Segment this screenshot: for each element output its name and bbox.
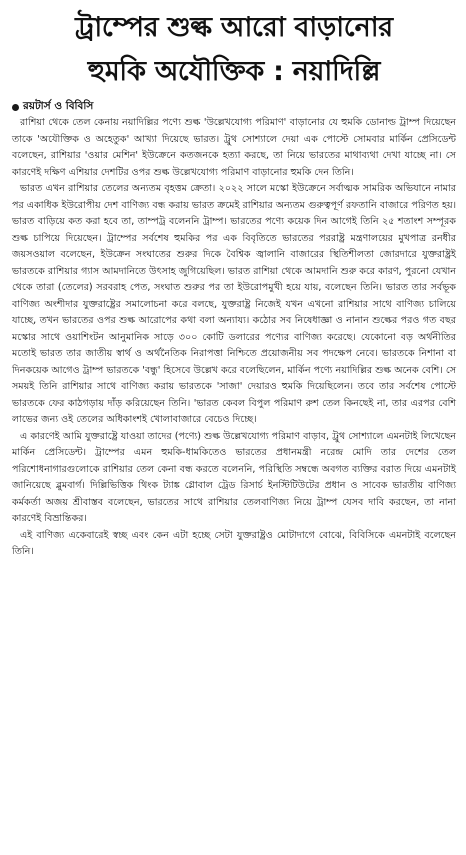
paragraph: ভারত এখন রাশিয়ার তেলের অন্যতম বৃহত্তম ক্রেতা। ২০২২ সালে মস্কো ইউক্রেনে সর্বাত্মক সামরিক অভিযানে নামার পর একাধিক ইউরোপীয় দেশ বাণিজ্য বন্ধ করায় ভারত ক্রমেই রাশিয়ার অন্যতম গুরুত্বপূর্ণ রফতানি বাজারে পরিণত হয়। ভারত বাড়িয়ে কত করা হবে তা, তাম্পট্র বলেননি ট্রাম্প। ভারতের পণ্যে কয়েক দিন আগেই তিনি ২৫ শতাংশ সম্পূরক শুল্ক চাপিয়ে দিয়েছেন। ট্রাম্পের সর্বশেষ হুমকির পর এক বিবৃতিতে ভারতের পররাষ্ট্র মন্ত্রণালয়ের মুখপাত্র রনধীর জয়সওয়াল বলেছেন, ইউক্রেন সংঘাতের শুরুর দিকে বৈশ্বিক জ্বালানি বাজারের স্থিতিশীলতা জোরদারে যুক্তরাষ্ট্রই ভারতকে রাশিয়ার গ্যাস আমদানিতে উৎসাহ জুগিয়েছিল। ভারত রাশিয়া থেকে আমদানি শুরু করে কারণ, পুরনো যেখান থেকে তারা (তেলের) সরবরাহ পেত, সংঘাত শুরুর পর তা ইউরোপমুখী হয়ে যায়, বলেছেন তিনি। ভারত তার সর্বভূক বাণিজ্য অংশীদার যুক্তরাষ্ট্রের সমালোচনা করে বলছে, যুক্তরাষ্ট্র নিজেই যখন এখনো রাশিয়ার সাথে বাণিজ্য চালিয়ে যাচ্ছে, তখন ভারতের ওপর শুল্ক আরোপের কথা বলা অন্যায্য। কঠোর সব নিষেধাজ্ঞা ও নানান শুল্কের পরও গত বছর মস্কোর সাথে ওয়াশিংটন আনুমানিক সাড়ে ৩০০ কোটি ডলারের পণ্যের বাণিজ্য করেছে। যেকোনো বড় অর্থনীতির মতোই ভারত তার জাতীয় স্বার্থ ও অর্থনৈতিক নিরাপত্তা নিশ্চিতে প্রয়োজনীয় সব পদক্ষেপ নেবে। ভারতকে নিশানা বা দিনকয়েক আগেও ট্রাম্প ভারতকে 'বন্ধু' হিসেবে উল্লেখ করে বলেছিলেন, মার্কিন পণ্যে নয়াদিল্লির শুল্ক অনেক বেশি। সে সময়ই তিনি রাশিয়ার সাথে বাণিজ্য করায় ভারতকে 'সাজা' দেয়ারও হুমকি দিয়েছিলেন। তবে তার সর্বশেষ পোস্টে ভারতকে ফের কাঠগড়ায় দাঁড় করিয়েছেন তিনি। 'ভারত কেবল বিপুল পরিমাণ রুশ তেল কিনছেই না, তার এরপর বেশি লাভের জন্য ওই তেলের অধিকাংশই খোলাবাজারে বেচেও দিচ্ছে। [12,183,456,425]
paragraph: এই বাণিজ্য একেবারেই স্বচ্ছ এবং কেন এটা হচ্ছে সেটা যুক্তরাষ্ট্রও মোটাদাগে বোঝে, বিবিসিকে এমনটাই বলেছেন তিনি। [12,529,456,557]
bullet-icon [12,104,19,111]
paragraph: রাশিয়া থেকে তেল কেনায় নয়াদিল্লির পণ্যে শুল্ক 'উল্লেখযোগ্য পরিমাণ' বাড়ানোর যে হুমকি ডোনাল্ড ট্রাম্প দিয়েছেন তাকে 'অযৌক্তিক ও অহেতুক' আখ্যা দিয়েছে ভারত। ট্রুথ সোশ্যালে দেয়া এক পোস্টে সোমবার মার্কিন প্রেসিডেন্ট বলেছেন, রাশিয়ার 'ওয়ার মেশিন' ইউক্রেনে কতজনকে হত্যা করছে, তা নিয়ে ভারতের মাথাব্যথা দেখা যাচ্ছে না। সে কারণেই দক্ষিণ এশিয়ার দেশটির ওপর শুল্ক উল্লেখযোগ্য পরিমাণ বাড়ানোর হুমকি দেন তিনি। [12,117,456,178]
headline [12,6,456,94]
paragraph: এ কারণেই আমি যুক্তরাষ্ট্রে যাওয়া তাদের (পণ্যে) শুল্ক উল্লেখযোগ্য পরিমাণ বাড়াব, ট্রুথ সোশ্যালে এমনটাই লিখেছেন মার্কিন প্রেসিডেন্ট। ট্রাম্পের এমন হুমকি-ধামকিতেও ভারতের প্রধানমন্ত্রী নরেন্দ্র মোদি তার দেশের তেল পরিশোধনাগারগুলোকে রাশিয়ার তেল কেনা বন্ধ করতে বলেননি, পরিস্থিতি সম্বন্ধে অবগত ব্যক্তির বরাত দিয়ে এমনটাই জানিয়েছে ব্লুমবার্গ। দিল্লিভিত্তিক থিংক ট্যাঙ্ক গ্লোবাল ট্রেড রিসার্চ ইনস্টিটিউটের প্রধান ও সাবেক ভারতীয় বাণিজ্য কর্মকর্তা অজয় শ্রীবাস্তব বলেছেন, ভারতের সাথে রাশিয়ার তেলবাণিজ্য নিয়ে ট্রাম্প যেসব দাবি করছেন, তা নানা কারণেই বিভ্রান্তিকর। [12,430,456,524]
article-body [12,115,456,561]
byline [12,100,456,114]
headline-line-2: হুমকি অযৌক্তিক : নয়াদিল্লি [87,56,381,87]
headline-line-1: ট্রাম্পের শুল্ক আরো বাড়ানোর [75,12,393,43]
byline-text: রয়টার্স ও বিবিসি [23,99,94,112]
